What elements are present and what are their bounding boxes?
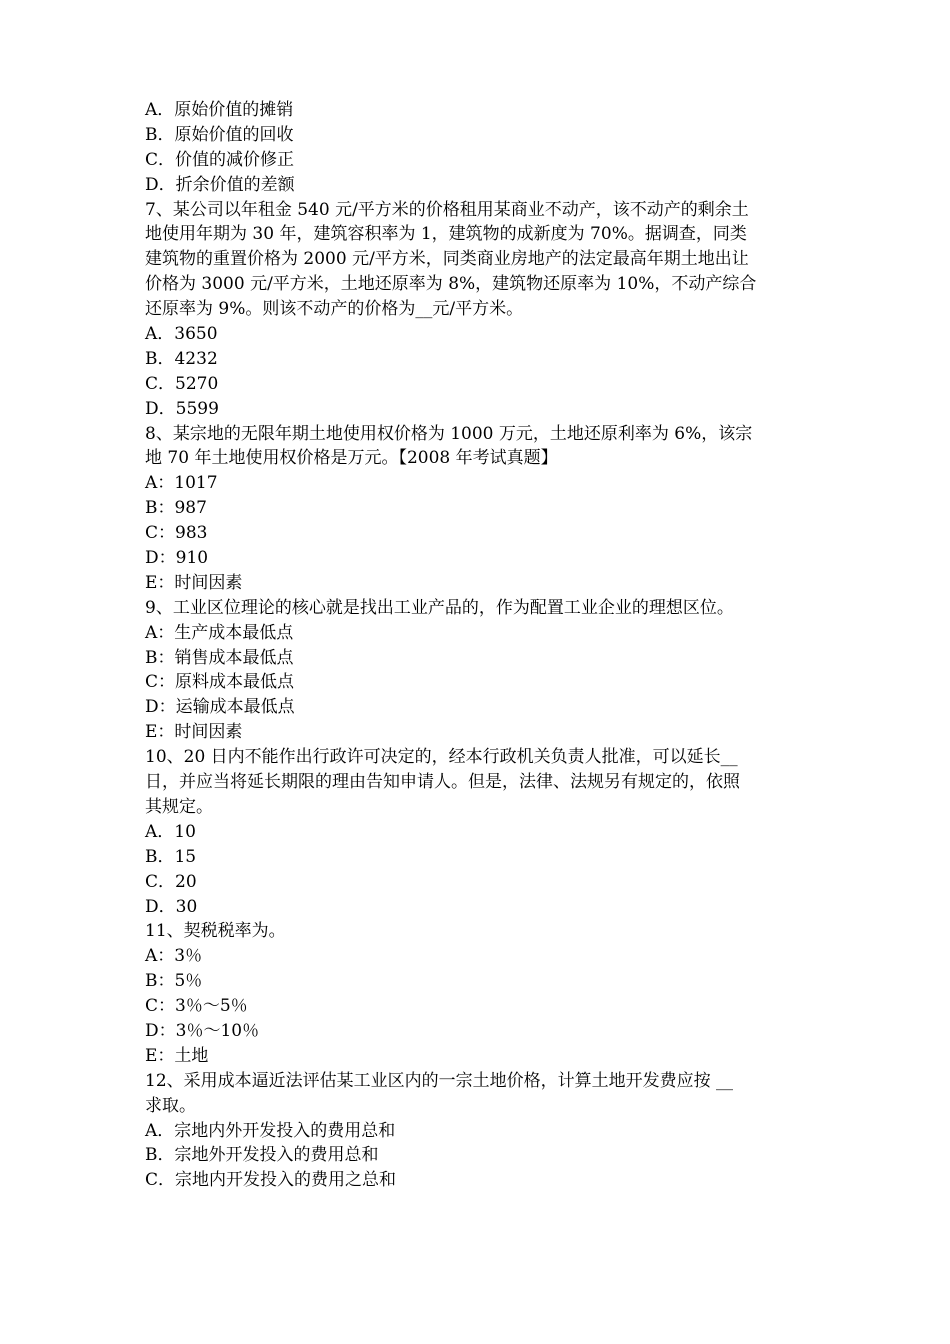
option-line: B：987 (145, 498, 207, 519)
question-12-line: 求取。 (145, 1095, 196, 1116)
option-line: E：时间因素 (145, 572, 243, 593)
option-line: B：5％ (145, 971, 203, 992)
question-10-line: 其规定。 (145, 796, 213, 817)
question-7-line: 价格为 3000 元/平方米，土地还原率为 8%，建筑物还原率为 10%，不动产综合 (145, 274, 757, 295)
option-line: D：运输成本最低点 (145, 697, 295, 718)
option-line: A：3％ (145, 946, 203, 967)
option-line: D：3％～10％ (145, 1020, 260, 1041)
option-line: A：生产成本最低点 (145, 622, 294, 643)
option-line: A．原始价值的摊销 (145, 100, 294, 120)
question-10-line: 日，并应当将延长期限的理由告知申请人。但是，法律、法规另有规定的，依照 (145, 772, 740, 793)
option-line: C：983 (145, 523, 208, 544)
option-line: D．30 (145, 896, 198, 917)
option-line: E：时间因素 (145, 722, 243, 743)
document-page (145, 98, 817, 1193)
question-9-line: 9、工业区位理论的核心就是找出工业产品的，作为配置工业企业的理想区位。 (145, 597, 734, 618)
option-line: C：3％～5％ (145, 996, 248, 1017)
option-line: B．4232 (145, 348, 218, 369)
question-7-line: 建筑物的重置价格为 2000 元/平方米，同类商业房地产的法定最高年期土地出让 (145, 249, 749, 270)
option-line: A．宗地内外开发投入的费用总和 (145, 1120, 396, 1141)
question-8-line: 8、某宗地的无限年期土地使用权价格为 1000 万元，土地还原利率为 6%，该宗 (145, 423, 753, 444)
question-12-line: 12、采用成本逼近法评估某工业区内的一宗土地价格，计算土地开发费应按 __ (145, 1070, 734, 1091)
question-7-line: 7、某公司以年租金 540 元/平方米的价格租用某商业不动产，该不动产的剩余土 (145, 199, 749, 220)
question-8-line: 地 70 年土地使用权价格是万元。【2008 年考试真题】 (145, 448, 558, 469)
option-line: D：910 (145, 548, 209, 569)
option-line: C．宗地内开发投入的费用之总和 (145, 1170, 397, 1191)
option-line: A．10 (145, 821, 196, 842)
question-10-line: 10、20 日内不能作出行政许可决定的，经本行政机关负责人批准，可以延长__ (145, 747, 738, 768)
option-line: B．宗地外开发投入的费用总和 (145, 1145, 379, 1166)
option-line: D．折余价值的差额 (145, 174, 295, 195)
option-line: C．5270 (145, 373, 219, 394)
option-line: B．15 (145, 846, 197, 867)
question-11-line: 11、契税税率为。 (145, 921, 286, 942)
option-line: B：销售成本最低点 (145, 647, 294, 668)
option-line: C．价值的减价修正 (145, 149, 295, 170)
option-line: E：土地 (145, 1045, 209, 1066)
option-line: A：1017 (145, 473, 218, 494)
question-7-line: 还原率为 9%。则该不动产的价格为__元/平方米。 (145, 299, 524, 320)
option-line: C：原料成本最低点 (145, 672, 295, 693)
option-line: C．20 (145, 871, 197, 892)
option-line: A．3650 (145, 324, 218, 345)
question-7-line: 地使用年期为 30 年，建筑容积率为 1，建筑物的成新度为 70%。据调查，同类 (145, 224, 747, 245)
option-line: D．5599 (145, 398, 219, 419)
option-line: B．原始价值的回收 (145, 124, 294, 145)
